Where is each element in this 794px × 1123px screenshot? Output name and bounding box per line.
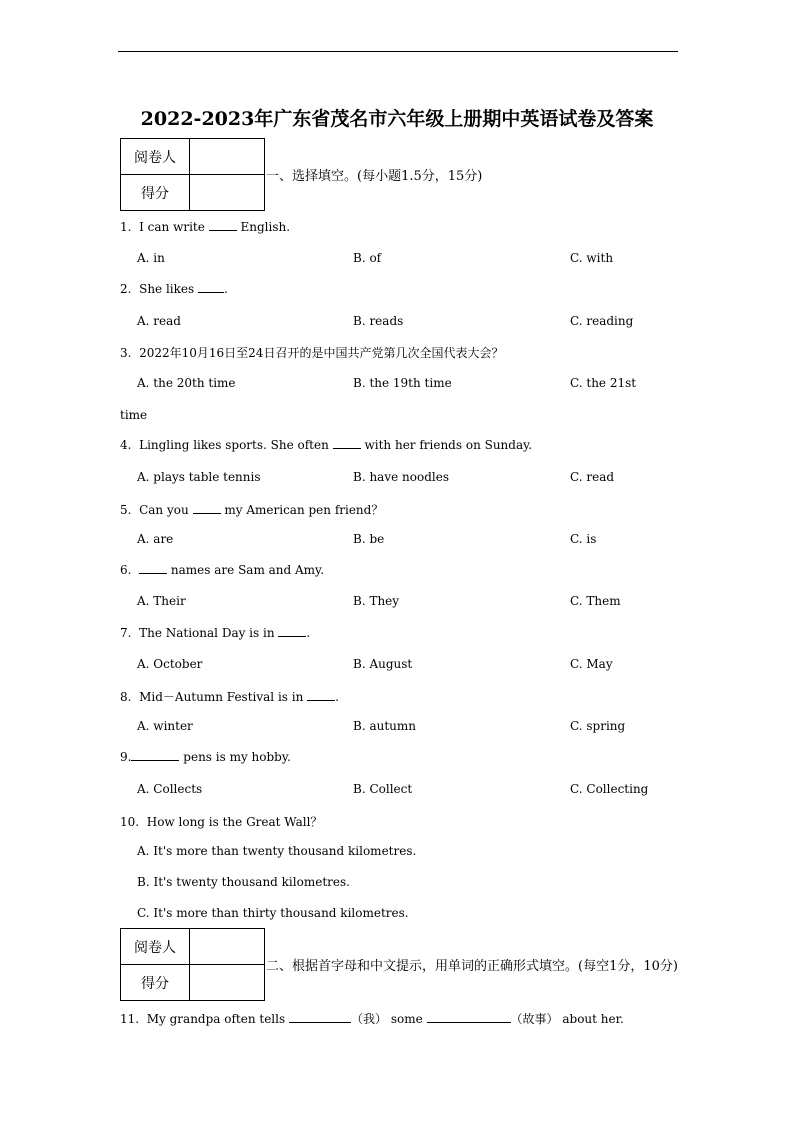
q5-option-a: A. are xyxy=(137,532,174,546)
answer-blank xyxy=(278,626,306,637)
q1-option-a: A. in xyxy=(137,251,165,265)
q1-option-c: C. with xyxy=(570,251,614,265)
q6-option-b: B. They xyxy=(353,594,400,608)
q7-option-c: C. May xyxy=(570,657,613,671)
q9-option-c: C. Collecting xyxy=(570,782,649,796)
reviewer-cell xyxy=(190,929,265,965)
answer-blank xyxy=(427,1012,511,1023)
q5-option-b: B. be xyxy=(353,532,385,546)
answer-blank xyxy=(198,282,224,293)
header-rule xyxy=(118,51,678,52)
q8-option-b: B. autumn xyxy=(353,719,416,733)
question-6: 6. names are Sam and Amy. xyxy=(120,563,325,577)
page-title: 2022-2023年广东省茂名市六年级上册期中英语试卷及答案 xyxy=(140,108,654,130)
q9-option-b: B. Collect xyxy=(353,782,413,796)
answer-blank xyxy=(289,1012,351,1023)
q2-option-b: B. reads xyxy=(353,314,404,328)
question-1: 1. I can write English. xyxy=(120,220,291,234)
score-label: 得分 xyxy=(121,965,190,1001)
q7-option-a: A. October xyxy=(137,657,203,671)
q10-option-a: A. It's more than twenty thousand kilometres. xyxy=(137,844,417,858)
reviewer-label: 阅卷人 xyxy=(121,139,190,175)
q8-option-a: A. winter xyxy=(137,719,193,733)
q2-option-c: C. reading xyxy=(570,314,634,328)
question-9: 9. pens is my hobby. xyxy=(120,750,291,764)
answer-blank xyxy=(139,563,167,574)
question-11: 11. My grandpa often tells （我） some （故事） about her. xyxy=(120,1012,624,1026)
score-box-1 xyxy=(120,138,265,211)
score-box-2 xyxy=(120,928,265,1001)
answer-blank xyxy=(209,220,237,231)
q4-option-c: C. read xyxy=(570,470,615,484)
q4-option-a: A. plays table tennis xyxy=(137,470,261,484)
reviewer-label: 阅卷人 xyxy=(121,929,190,965)
q3-option-c: C. the 21st xyxy=(570,376,637,390)
q2-option-a: A. read xyxy=(137,314,181,328)
question-10: 10. How long is the Great Wall？ xyxy=(120,815,323,829)
q3-option-b: B. the 19th time xyxy=(353,376,452,390)
q3-option-c-continued: time xyxy=(120,408,148,422)
answer-blank xyxy=(307,690,335,701)
q7-option-b: B. August xyxy=(353,657,413,671)
answer-blank xyxy=(193,503,221,514)
score-label: 得分 xyxy=(121,175,190,211)
q10-option-b: B. It's twenty thousand kilometres. xyxy=(137,875,350,889)
q6-option-c: C. Them xyxy=(570,594,621,608)
q4-option-b: B. have noodles xyxy=(353,470,449,484)
score-cell xyxy=(190,965,265,1001)
q9-option-a: A. Collects xyxy=(137,782,203,796)
q3-option-a: A. the 20th time xyxy=(137,376,236,390)
q1-option-b: B. of xyxy=(353,251,382,265)
question-2: 2. She likes . xyxy=(120,282,228,296)
question-3: 3. 2022年10月16日至24日召开的是中国共产党第几次全国代表大会？ xyxy=(120,346,504,360)
q10-option-c: C. It's more than thirty thousand kilometres. xyxy=(137,906,409,920)
q6-option-a: A. Their xyxy=(137,594,186,608)
answer-blank xyxy=(333,438,361,449)
question-7: 7. The National Day is in . xyxy=(120,626,311,640)
question-5: 5. Can you my American pen friend？ xyxy=(120,503,384,517)
q5-option-c: C. is xyxy=(570,532,597,546)
question-4: 4. Lingling likes sports. She often with her friends on Sunday. xyxy=(120,438,533,452)
section-2-heading: 二、根据首字母和中文提示，用单词的正确形式填空。(每空1分，10分) xyxy=(266,959,678,974)
q8-option-c: C. spring xyxy=(570,719,626,733)
reviewer-cell xyxy=(190,139,265,175)
section-1-heading: 一、选择填空。(每小题1.5分，15分) xyxy=(266,169,483,184)
question-8: 8. Mid－Autumn Festival is in . xyxy=(120,690,339,704)
score-cell xyxy=(190,175,265,211)
answer-blank xyxy=(131,750,179,761)
